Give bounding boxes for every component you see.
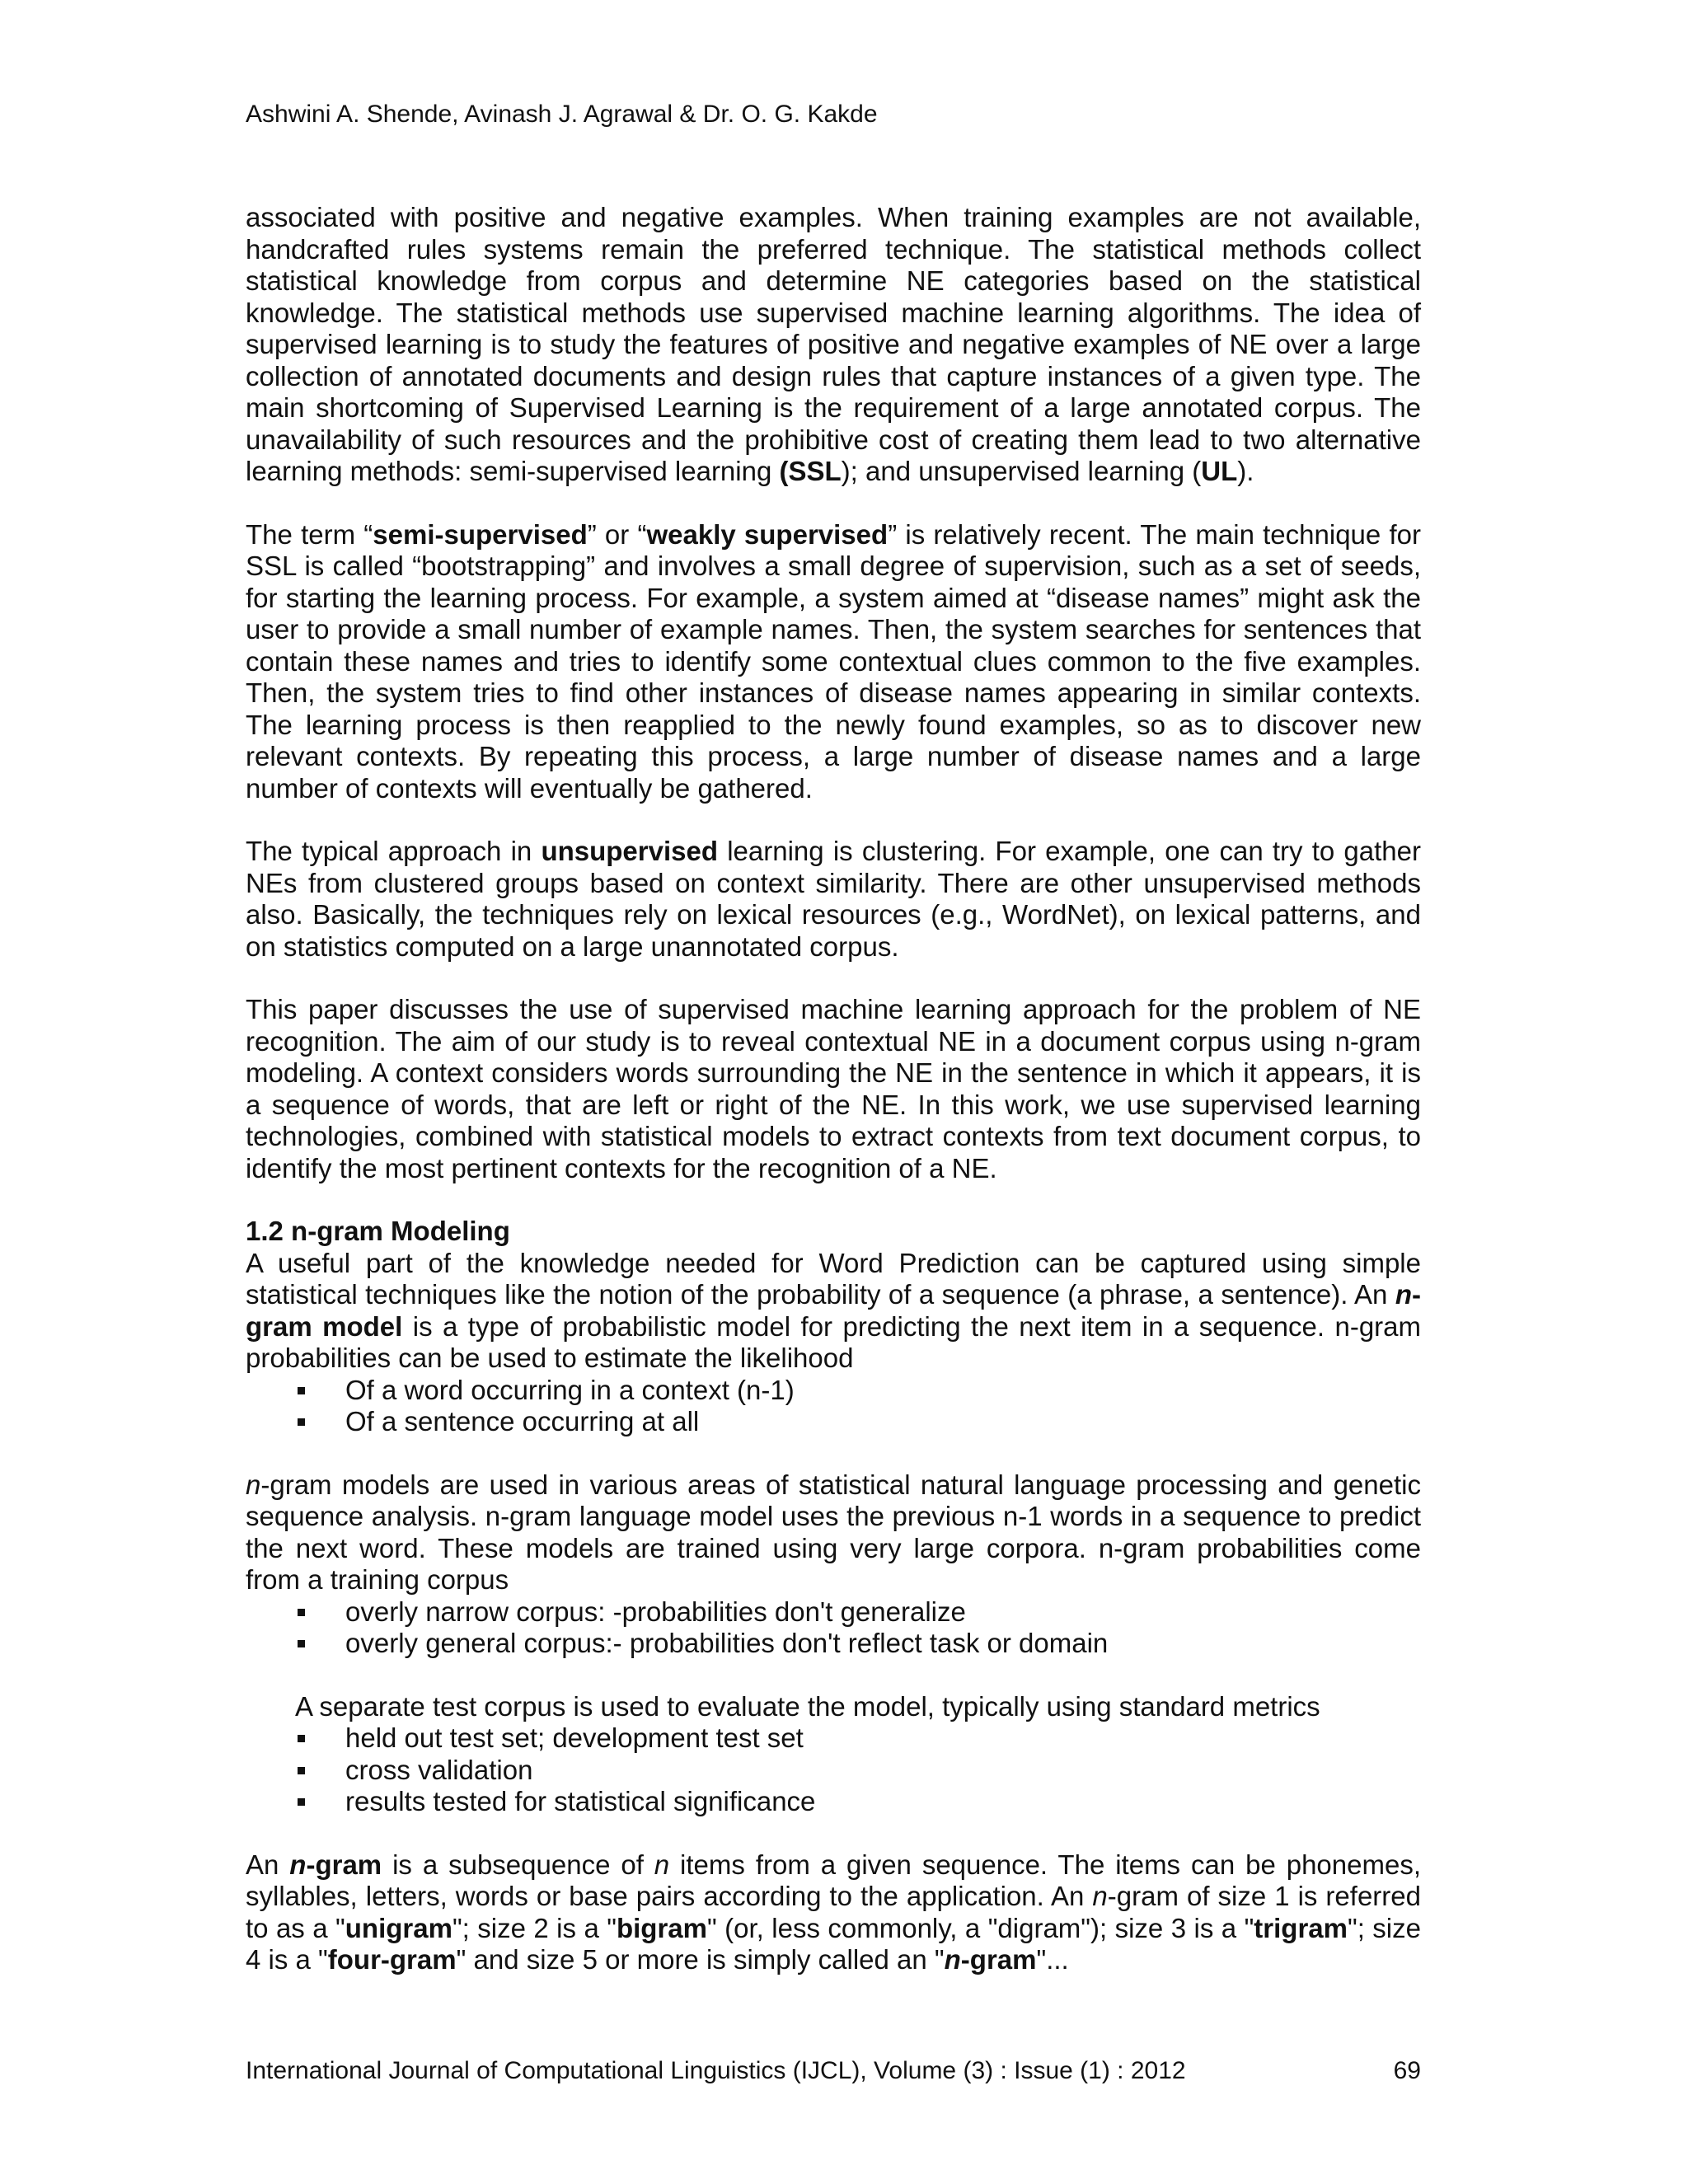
list-item: overly general corpus:- probabilities don't reflect task or domain <box>246 1628 1421 1660</box>
text-span: ). <box>1237 456 1254 486</box>
bold-term-unsupervised: unsupervised <box>541 836 719 866</box>
bullet-list-metrics <box>246 1722 1421 1818</box>
bold-term-four-gram: four-gram <box>327 1944 457 1975</box>
text-span: " and size 5 or more is simply called an " <box>456 1944 945 1975</box>
text-span: The typical approach in <box>246 836 542 866</box>
section-heading: 1.2 n-gram Modeling <box>246 1216 510 1246</box>
bold-italic-n: n <box>944 1944 961 1975</box>
italic-n: n <box>1092 1881 1108 1911</box>
text-span: An <box>246 1849 290 1880</box>
bold-term-ngram: -gram <box>306 1849 382 1880</box>
text-span: is a subsequence of <box>382 1849 654 1880</box>
bold-term-ssl: (SSL <box>779 456 842 486</box>
bold-italic-n: n <box>1395 1279 1412 1310</box>
paragraph-paper-scope: This paper discusses the use of supervised machine learning approach for the problem of NE recognition. The aim of our study is to reveal contextual NE in a document corpus using n-gram modeling. A context considers words surrounding the NE in the sentence in which it appears, it is a sequence of words, that are left or right of the NE. In this work, we use supervised learning technologies, combined with statistical models to extract contexts from text document corpus, to identify the most pertinent contexts for the recognition of a NE. <box>246 994 1421 1183</box>
text-span: "; size 4 is a " <box>246 1912 1421 1975</box>
bold-italic-n: n <box>289 1849 307 1880</box>
text-span: ” is relatively recent. The main technique for SSL is called “bootstrapping” and involves a small degree of supervision, such as a set of seeds, for starting the learning process. For example, a system aimed at “disease names” might ask the user to provide a small number of example names. Then, the system searches for sentences that contain these names and tries to identify some contextual clues common to the five examples. Then, the system tries to find other instances of disease names appearing in similar contexts. The learning process is then reapplied to the newly found examples, so as to discover new relevant contexts. By repeating this process, a large number of disease names and a large number of contexts will eventually be gathered. <box>246 518 1421 804</box>
bold-term-semi-supervised: semi-supervised <box>373 518 588 550</box>
running-header: Ashwini A. Shende, Avinash J. Agrawal & Dr. O. G. Kakde <box>246 101 878 128</box>
journal-citation: International Journal of Computational Linguistics (IJCL), Volume (3) : Issue (1) : 2012 <box>246 2057 1186 2084</box>
bullet-list-likelihood <box>246 1375 1421 1438</box>
paragraph-test-corpus: A separate test corpus is used to evaluate the model, typically using standard metrics <box>295 1690 1320 1722</box>
paragraph-ngram-uses <box>246 1469 1421 1596</box>
bold-term-trigram: trigram <box>1254 1912 1348 1943</box>
text-span: "; size 2 is a " <box>452 1912 617 1943</box>
paragraph-unsupervised <box>246 836 1421 963</box>
text-span: The term “ <box>246 518 373 550</box>
page-number: 69 <box>1393 2057 1421 2084</box>
page-footer <box>246 2057 1421 2085</box>
text-span: learning is clustering. For example, one can try to gather NEs from clustered groups based on context similarity. There are other unsupervised methods also. Basically, the techniques rely on lexical resources (e.g., WordNet), on lexical patterns, and on statistics computed on a large unannotated corpus. <box>246 836 1421 962</box>
bold-term-ngram: -gram <box>960 1944 1037 1975</box>
text-span: ); and unsupervised learning ( <box>841 456 1202 486</box>
italic-n: n <box>654 1849 670 1880</box>
bold-term-weakly-supervised: weakly supervised <box>646 518 889 550</box>
text-span: " (or, less commonly, a "digram"); size 3 is a " <box>707 1912 1254 1943</box>
italic-n: n <box>246 1469 261 1500</box>
text-span: associated with positive and negative examples. When training examples are not available, handcrafted rules systems remain the preferred technique. The statistical methods collect statistical knowledge from corpus and determine NE categories based on the statistical knowledge. The statistical methods use supervised machine learning algorithms. The idea of supervised learning is to study the features of positive and negative examples of NE over a large collection of annotated documents and design rules that capture instances of a given type. The main shortcoming of Supervised Learning is the requirement of a large annotated corpus. The unavailability of such resources and the prohibitive cost of creating them lead to two alternative learning methods: semi-supervised learning <box>246 202 1421 486</box>
text-span: is a type of probabilistic model for predicting the next item in a sequence. n-gram probabilities can be used to estimate the likelihood <box>246 1310 1421 1373</box>
text-span: -gram of size 1 is referred to as a " <box>246 1881 1421 1943</box>
list-item: results tested for statistical significance <box>246 1786 1421 1818</box>
list-item: overly narrow corpus: -probabilities don't generalize <box>246 1596 1421 1629</box>
page-body <box>246 202 1421 2008</box>
list-item: Of a word occurring in a context (n-1) <box>246 1375 1421 1407</box>
list-item: cross validation <box>246 1755 1421 1787</box>
paragraph-semi-supervised <box>246 519 1421 805</box>
text-span: A useful part of the knowledge needed for Word Prediction can be captured using simple statistical techniques like the notion of the probability of a sequence (a phrase, a sentence). An <box>246 1247 1421 1310</box>
paragraph-supervised-learning <box>246 202 1421 488</box>
bold-term-ngram-model: -gram model <box>246 1279 1421 1342</box>
text-span: items from a given sequence. The items can be phonemes, syllables, letters, words or base pairs according to the application. An <box>246 1849 1421 1911</box>
list-item: Of a sentence occurring at all <box>246 1406 1421 1438</box>
bullet-list-corpus <box>246 1596 1421 1660</box>
list-item: held out test set; development test set <box>246 1722 1421 1755</box>
text-span: -gram models are used in various areas of statistical natural language processing and genetic sequence analysis. n-gram language model uses the previous n-1 words in a sequence to predict the next word. These models are trained using very large corpora. n-gram probabilities come from a training corpus <box>246 1469 1421 1595</box>
bold-term-ul: UL <box>1201 456 1238 486</box>
bold-term-unigram: unigram <box>345 1912 452 1943</box>
paragraph-ngram-definition <box>246 1849 1421 1976</box>
paragraph-ngram-intro <box>246 1248 1421 1375</box>
text-span: ” or “ <box>587 518 647 550</box>
bold-term-bigram: bigram <box>616 1912 707 1943</box>
text-span: "... <box>1036 1944 1069 1975</box>
